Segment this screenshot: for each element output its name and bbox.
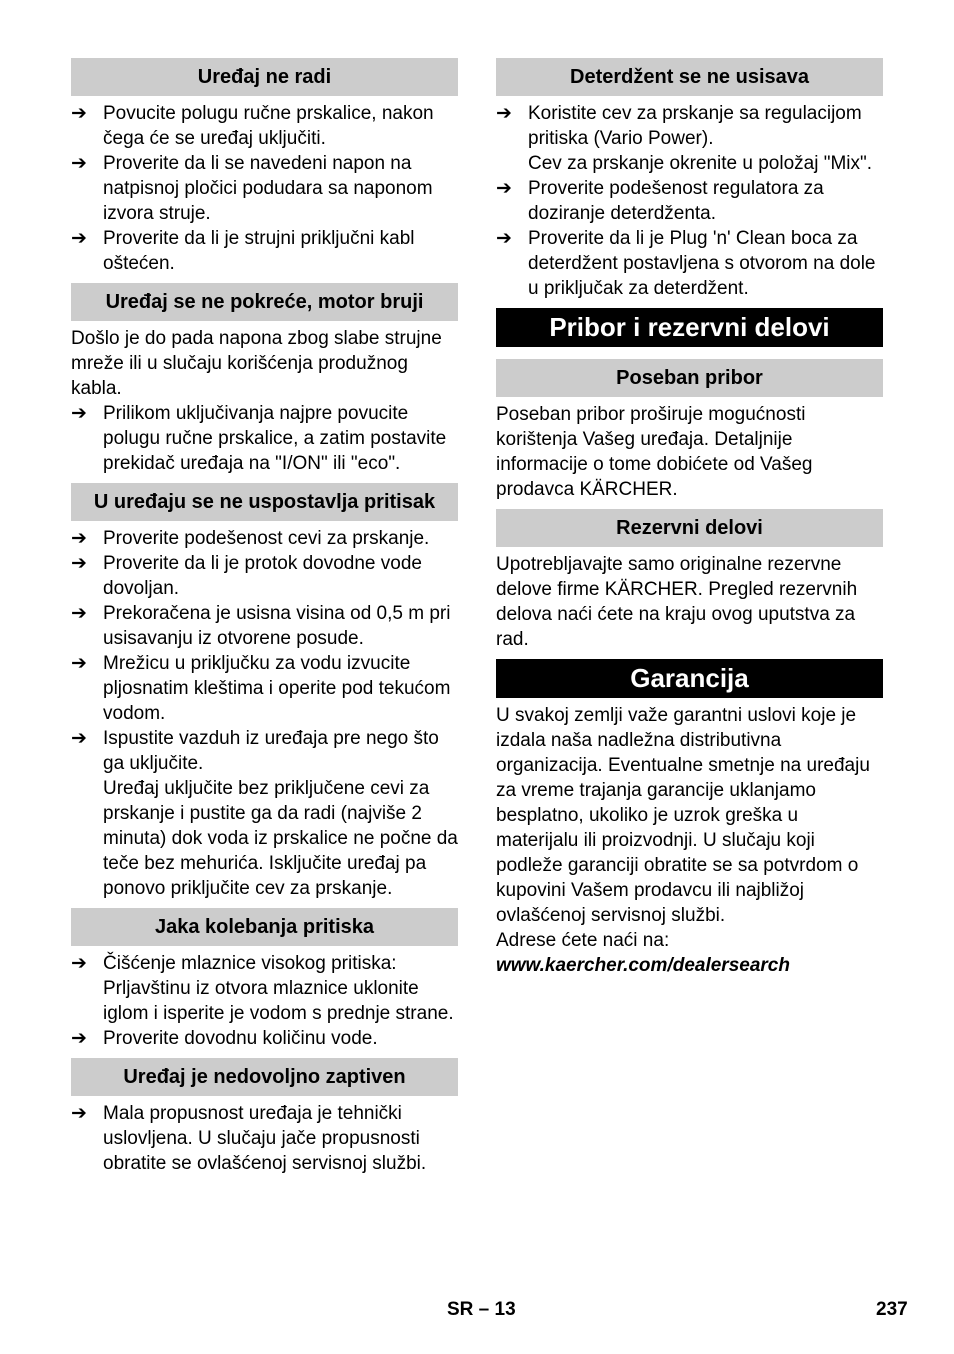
section-heading-device-not-working: Uređaj ne radi [71, 58, 458, 96]
chapter-heading-warranty: Garancija [496, 659, 883, 698]
section-heading-special-accessories: Poseban pribor [496, 359, 883, 397]
section-heading-leaking: Uređaj je nedovoljno zaptiven [71, 1058, 458, 1096]
arrow-right-icon: ➔ [71, 953, 87, 974]
section-heading-motor-hums: Uređaj se ne pokreće, motor bruji [71, 283, 458, 321]
section-intro: Došlo je do pada napona zbog slabe strujne mreže ili u slučaju korišćenja produžnog kabla. [71, 328, 442, 399]
section-list [496, 96, 883, 308]
arrow-right-icon: ➔ [496, 103, 512, 124]
section-list [71, 1096, 458, 1183]
arrow-right-icon: ➔ [71, 603, 87, 624]
arrow-right-icon: ➔ [496, 228, 512, 249]
list-item: ➔ Proverite podešenost cevi za prskanje. [71, 528, 430, 549]
page-reference: SR – 13 [447, 1299, 516, 1320]
dealer-search-link[interactable]: www.kaercher.com/dealersearch [496, 955, 790, 976]
section-heading-spare-parts: Rezervni delovi [496, 509, 883, 547]
arrow-right-icon: ➔ [71, 1028, 87, 1049]
left-column [71, 58, 458, 1183]
chapter-heading-accessories: Pribor i rezervni delovi [496, 308, 883, 347]
section-heading-no-pressure: U uređaju se ne uspostavlja pritisak [71, 483, 458, 521]
list-item: ➔ Mrežicu u priključku za vodu izvucite pljosnatim kleštima i operite pod tekućom vodom. [71, 653, 451, 724]
list-item: ➔ Proverite dovodnu količinu vode. [71, 1028, 378, 1049]
list-item: ➔ Povucite polugu ručne prskalice, nakon čega će se uređaj uključiti. [71, 103, 434, 149]
arrow-right-icon: ➔ [496, 178, 512, 199]
section-body [496, 397, 883, 509]
section-list [71, 96, 458, 283]
list-item: ➔ Mala propusnost uređaja je tehnički uslovljena. U slučaju jače propusnosti obratite se ovlašćenoj servisnoj službi. [71, 1103, 427, 1174]
list-item: ➔ Prilikom uključivanja najpre povucite polugu ručne prskalice, a zatim postavite prekidač uređaja na "I/ON" ili "eco". [71, 403, 447, 474]
spare-parts-text: Upotrebljavajte samo originalne rezervne delove firme KÄRCHER. Pregled rezervnih delova naći ćete na kraju ovog uputstva za rad. [496, 554, 858, 650]
arrow-right-icon: ➔ [71, 153, 87, 174]
section-body [71, 321, 458, 483]
section-body [496, 547, 883, 659]
section-list [71, 521, 458, 908]
arrow-right-icon: ➔ [71, 228, 87, 249]
arrow-right-icon: ➔ [71, 728, 87, 749]
list-item: ➔ Proverite da li je protok dovodne vode dovoljan. [71, 553, 422, 599]
section-body [496, 698, 883, 985]
arrow-right-icon: ➔ [71, 653, 87, 674]
list-item: ➔ Proverite podešenost regulatora za doziranje deterdženta. [496, 178, 824, 224]
warranty-text: U svakoj zemlji važe garantni uslovi koje je izdala naša nadležna distributivna organizacija. Eventualne smetnje na uređaju za vreme trajanja garancije uklanjamo besplatno, ukoliko je uzrok greška u materijalu ili proizvodnji. U slučaju koji podleže garanciji obratite se sa potvrdom o kupovini Vašem prodavcu ili najbližoj ovlašćenoj servisnoj službi. [496, 705, 870, 926]
list-item: ➔ Ispustite vazduh iz uređaja pre nego što ga uključite. Uređaj uključite bez priključene cevi za prskanje i pustite ga da radi (najviše 2 minuta) dok voda iz prskalice ne počne da teče bez mehurića. Isključite uređaj pa ponovo priključite cev za prskanje. [71, 728, 458, 899]
warranty-address-label: Adrese ćete naći na: [496, 930, 670, 951]
arrow-right-icon: ➔ [71, 103, 87, 124]
section-heading-detergent: Deterdžent se ne usisava [496, 58, 883, 96]
arrow-right-icon: ➔ [71, 553, 87, 574]
section-list [71, 946, 458, 1058]
special-accessories-text: Poseban pribor proširuje mogućnosti korištenja Vašeg uređaja. Detaljnije informacije o tome dobićete od Vašeg prodavca KÄRCHER. [496, 404, 813, 500]
right-column [496, 58, 883, 985]
list-item: ➔ Čišćenje mlaznice visokog pritiska: Prljavštinu iz otvora mlaznice uklonite iglom i isperite je vodom s prednje strane. [71, 953, 454, 1024]
arrow-right-icon: ➔ [71, 528, 87, 549]
list-item: ➔ Proverite da li je strujni priključni kabl oštećen. [71, 228, 415, 274]
list-item: ➔ Prekoračena je usisna visina od 0,5 m pri usisavanju iz otvorene posude. [71, 603, 451, 649]
arrow-right-icon: ➔ [71, 403, 87, 424]
list-item: ➔ Proverite da li je Plug 'n' Clean boca za deterdžent postavljena s otvorom na dole u priključak za deterdžent. [496, 228, 876, 299]
list-item: ➔ Koristite cev za prskanje sa regulacijom pritiska (Vario Power). Cev za prskanje okrenite u položaj "Mix". [496, 103, 873, 174]
list-item: ➔ Proverite da li se navedeni napon na natpisnoj pločici podudara sa naponom izvora struje. [71, 153, 433, 224]
section-heading-pressure-fluctuation: Jaka kolebanja pritiska [71, 908, 458, 946]
page-number: 237 [876, 1299, 908, 1320]
arrow-right-icon: ➔ [71, 1103, 87, 1124]
